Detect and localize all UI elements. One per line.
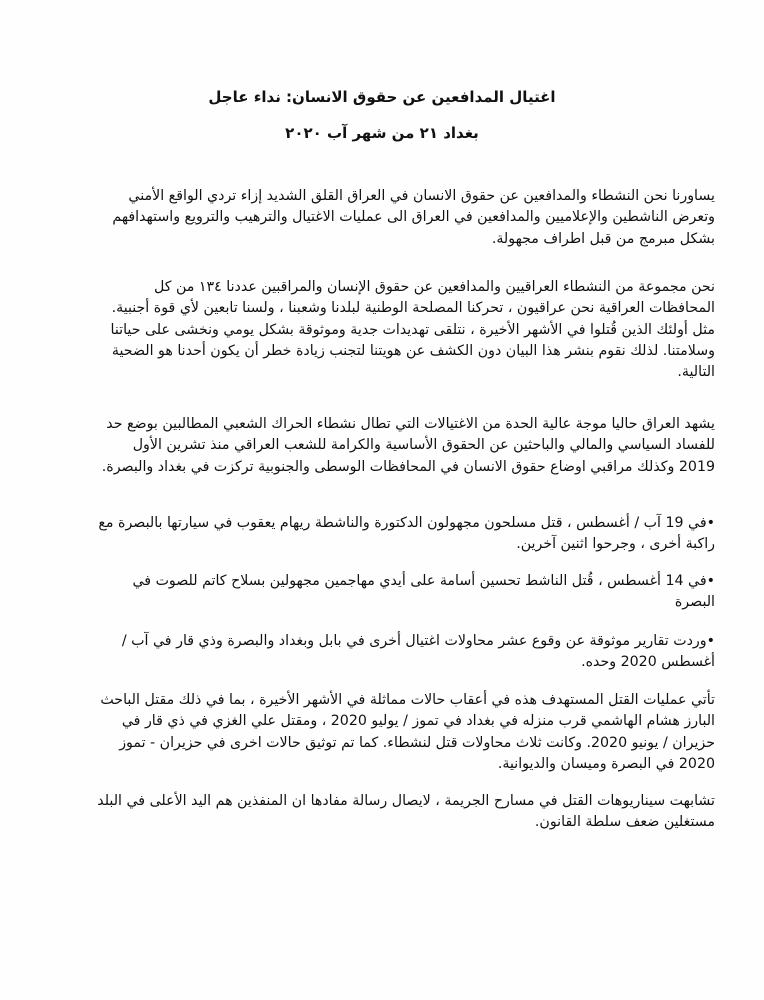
- paragraph-intro: يساورنا نحن النشطاء والمدافعين عن حقوق الانسان في العراق القلق الشديد إزاء تردي الواقع الأمني وتعرض الناشطين والإعلاميين والمدافعين في العراق الى عمليات الاغتيال والترهيب والترويع واستهدافهم بشكل مبرمج من قبل اطراف مجهولة.: [112, 188, 715, 247]
- bullet-icon: [707, 515, 715, 531]
- bullet-icon: [707, 633, 715, 649]
- bullet-item: [95, 571, 715, 614]
- paragraph-previous-cases: تأتي عمليات القتل المستهدف هذه في أعقاب حالات مماثلة في الأشهر الأخيرة ، بما في ذلك مقتل الباحث البارز هشام الهاشمي قرب منزله في بغداد في تموز / يوليو 2020 ، ومقتل علي الغزي في ذي قار في حزيران / يونيو 2020. وكانت ثلاث محاولات قتل لنشطاء. كما تم توثيق حالات اخرى في حزيران - تموز 2020 في البصرة وميسان والديوانية.: [100, 692, 715, 772]
- bullet-text: في 14 أغسطس ، قُتل الناشط تحسين أسامة على أيدي مهاجمين مجهولين بسلاح كاتم للصوت في البصرة: [132, 573, 715, 611]
- document-dateline: بغداد ٢١ من شهر آب ٢٠٢٠: [285, 124, 479, 142]
- paragraph-situation: يشهد العراق حاليا موجة عالية الحدة من الاغتيالات التي تطال نشطاء الحراك الشعبي المطالبين بوضع حد للفساد السياسي والمالي والباحثين عن الحقوق الأساسية والكرامة للشعب العراقي منذ تشرين الأول 2019 وكذلك مراقبي اوضاع حقوق الانسان في المحافظات الوسطى والجنوبية تركزت في بغداد والبصرة.: [101, 416, 715, 475]
- document-title: اغتيال المدافعين عن حقوق الانسان: نداء عاجل: [208, 88, 556, 106]
- paragraph-who-we-are: نحن مجموعة من النشطاء العراقيين والمدافعين عن حقوق الإنسان والمراقبين عددنا ١٣٤ من كل المحافظات العراقية نحن عراقيون ، تحركنا المصلحة الوطنية لبلدنا وشعبنا ، ولسنا تابعين لأي قوة أجنبية. مثل أولئك الذين قُتلوا في الأشهر الأخيرة ، نتلقى تهديدات جدية وموثوقة بشكل يومي ونخشى على حياتنا وسلامتنا. لذلك نقوم بنشر هذا البيان دون الكشف عن هويتنا لتجنب زيادة خطر أن يكون أحدنا هو الضحية التالية.: [110, 279, 715, 381]
- paragraph-conclusion: تشابهت سيناريوهات القتل في مسارح الجريمة ، لايصال رسالة مفادها ان المنفذين هم اليد الأعلى في البلد مستغلين ضعف سلطة القانون.: [97, 793, 715, 831]
- bullet-item: [95, 631, 715, 674]
- bullet-item: [95, 513, 715, 556]
- bullet-text: وردت تقارير موثوقة عن وقوع عشر محاولات اغتيال أخرى في بابل وبغداد والبصرة وذي قار في آب / أغسطس 2020 وحده.: [121, 633, 715, 671]
- bullet-text: في 19 آب / أغسطس ، قتل مسلحون مجهولون الدكتورة والناشطة ريهام يعقوب في سيارتها بالبصرة مع راكبة أخرى ، وجرحوا اثنين آخرين.: [98, 515, 715, 553]
- bullet-icon: [707, 573, 715, 589]
